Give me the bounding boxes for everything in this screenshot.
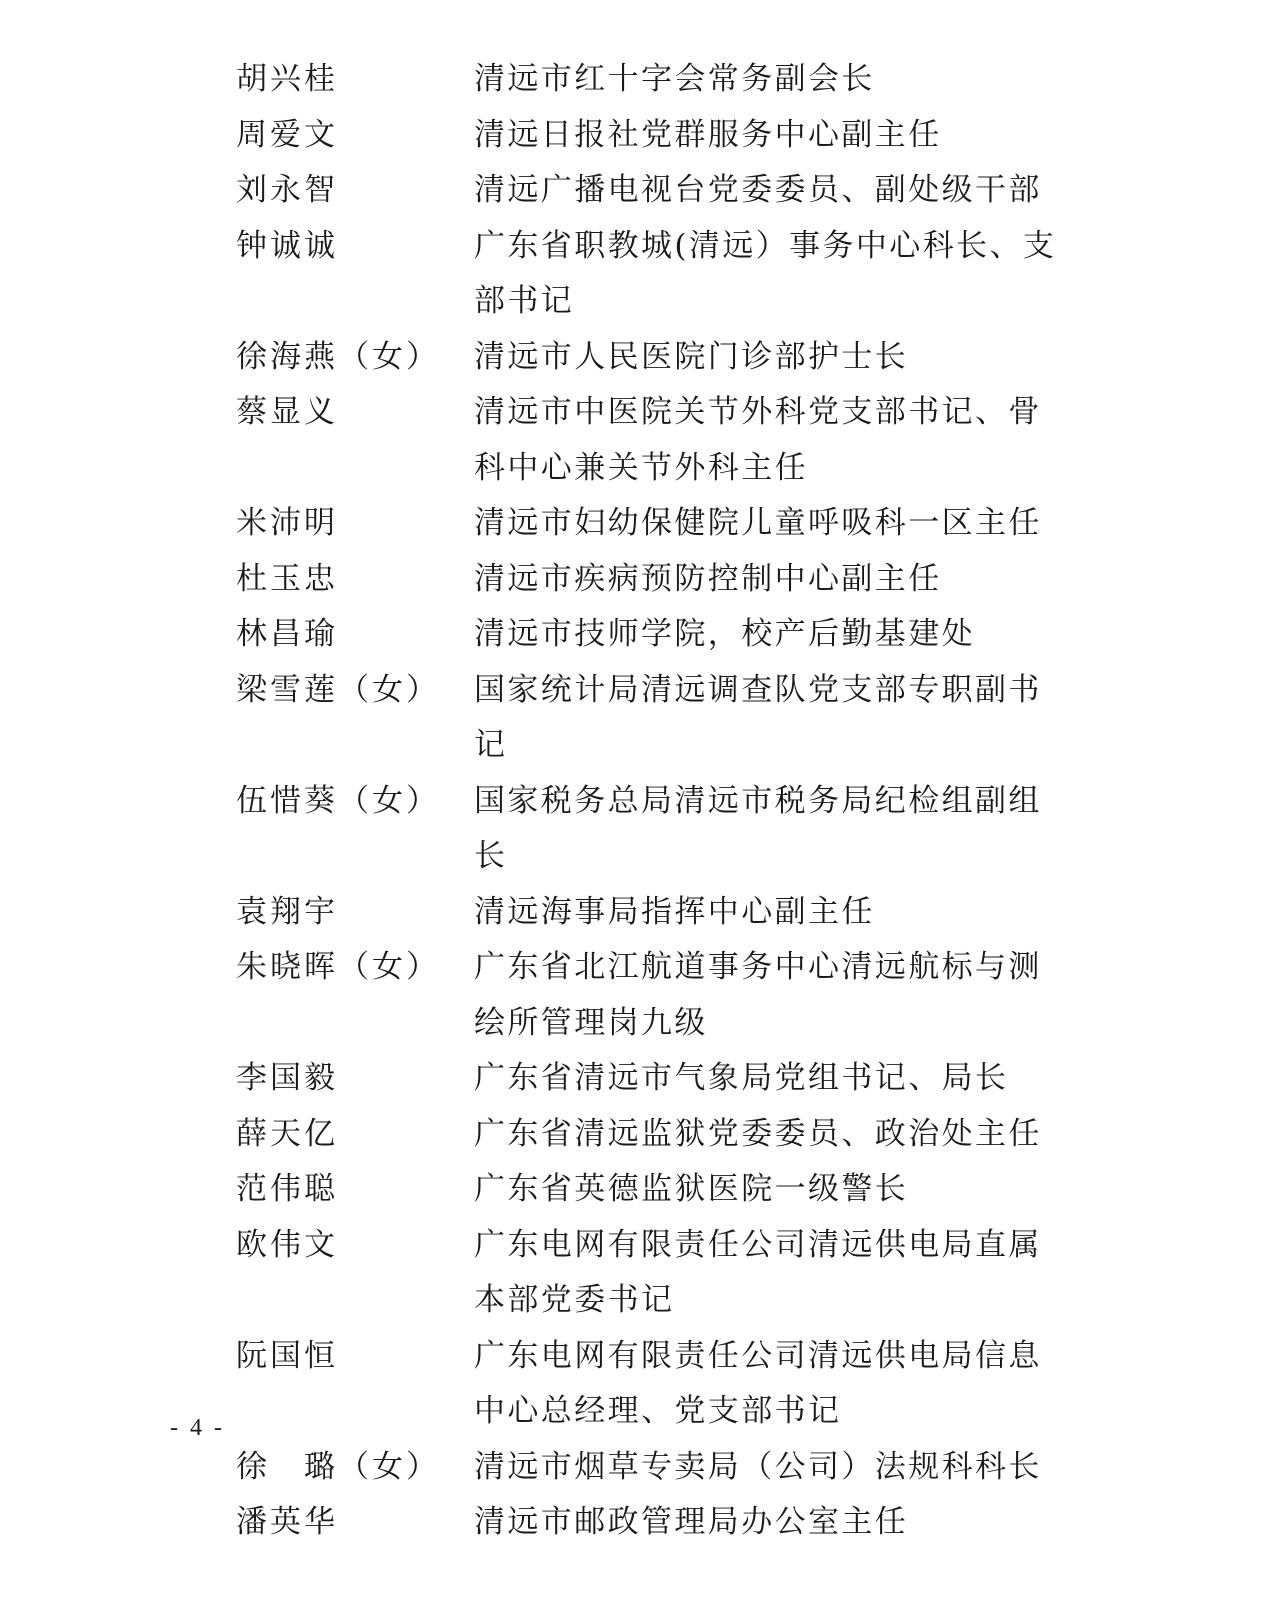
roster-entry <box>236 163 1096 219</box>
roster-entry <box>236 663 1096 774</box>
person-position: 清远日报社党群服务中心副主任 <box>474 116 942 153</box>
person-position: 广东省清远监狱党委委员、政治处主任 <box>474 1115 1042 1152</box>
roster-entry <box>236 1218 1096 1329</box>
roster-entry <box>236 219 1096 330</box>
person-position: 广东省英德监狱医院一级警长 <box>474 1171 909 1207</box>
person-name: 林昌瑜 <box>236 616 338 652</box>
person-position: 清远市烟草专卖局（公司）法规科科长 <box>474 1448 1042 1485</box>
person-position: 清远市疾病预防控制中心副主任 <box>474 560 942 597</box>
person-position: 清远市邮政管理局办公室主任 <box>474 1504 909 1540</box>
person-name: 袁翔宇 <box>236 893 338 930</box>
person-name: 潘英华 <box>236 1504 338 1540</box>
person-position: 国家税务总局清远市税务局纪检组副组长 <box>474 782 1042 874</box>
roster-entry <box>236 1051 1096 1107</box>
roster-entry <box>236 385 1096 496</box>
person-position: 清远广播电视台党委委员、副处级干部 <box>474 172 1042 208</box>
roster-list <box>236 52 1096 1551</box>
person-name: 欧伟文 <box>236 1226 338 1263</box>
person-name: 阮国恒 <box>236 1337 338 1374</box>
roster-entry <box>236 552 1096 608</box>
roster-entry <box>236 1107 1096 1163</box>
person-name: 薛天亿 <box>236 1115 338 1152</box>
roster-entry <box>236 1440 1096 1496</box>
person-position: 清远市妇幼保健院儿童呼吸科一区主任 <box>474 505 1042 541</box>
person-name: 米沛明 <box>236 505 338 541</box>
person-name: 胡兴桂 <box>236 61 338 97</box>
person-position: 清远海事局指挥中心副主任 <box>474 893 875 930</box>
person-position: 广东电网有限责任公司清远供电局直属本部党委书记 <box>474 1226 1042 1318</box>
person-position: 清远市技师学院，校产后勤基建处 <box>474 616 975 652</box>
person-name: 蔡显义 <box>236 394 338 430</box>
person-name: 刘永智 <box>236 172 338 208</box>
person-name: 范伟聪 <box>236 1171 338 1207</box>
person-position: 清远市人民医院门诊部护士长 <box>474 338 909 375</box>
person-name: 朱晓晖（女） <box>236 949 440 985</box>
person-position: 广东省北江航道事务中心清远航标与测绘所管理岗九级 <box>474 949 1042 1041</box>
page-number: - 4 - <box>170 1415 225 1441</box>
roster-entry <box>236 108 1096 164</box>
roster-entry <box>236 1329 1096 1440</box>
person-name: 徐海燕（女） <box>236 338 440 375</box>
roster-entry <box>236 330 1096 386</box>
person-position: 清远市中医院关节外科党支部书记、骨科中心兼关节外科主任 <box>474 394 1042 486</box>
person-position: 广东省职教城(清远）事务中心科长、支部书记 <box>474 227 1057 319</box>
person-name: 周爱文 <box>236 116 338 153</box>
roster-entry <box>236 1162 1096 1218</box>
person-name: 伍惜葵（女） <box>236 782 440 819</box>
roster-entry <box>236 607 1096 663</box>
person-name: 杜玉忠 <box>236 560 338 597</box>
person-name: 钟诚诚 <box>236 227 338 264</box>
roster-entry <box>236 940 1096 1051</box>
roster-entry <box>236 52 1096 108</box>
roster-entry <box>236 496 1096 552</box>
person-name: 徐 璐（女） <box>236 1448 440 1485</box>
person-position: 广东省清远市气象局党组书记、局长 <box>474 1060 1009 1096</box>
roster-entry <box>236 885 1096 941</box>
roster-entry <box>236 1495 1096 1551</box>
person-position: 广东电网有限责任公司清远供电局信息中心总经理、党支部书记 <box>474 1337 1042 1429</box>
person-name: 梁雪莲（女） <box>236 671 440 708</box>
person-position: 清远市红十字会常务副会长 <box>474 61 875 97</box>
person-position: 国家统计局清远调查队党支部专职副书记 <box>474 671 1042 763</box>
roster-entry <box>236 774 1096 885</box>
person-name: 李国毅 <box>236 1060 338 1096</box>
